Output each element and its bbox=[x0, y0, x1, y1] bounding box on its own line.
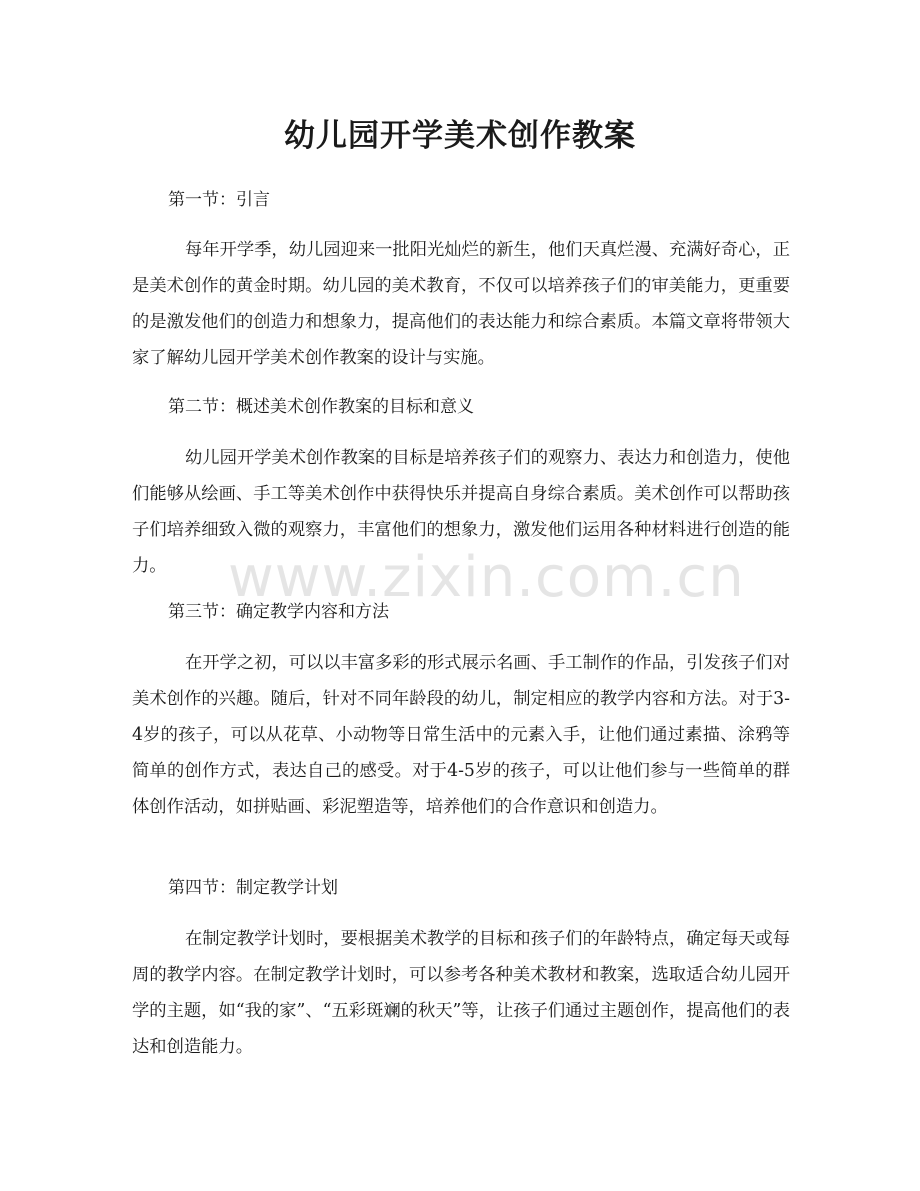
section-2-paragraph: 幼儿园开学美术创作教案的目标是培养孩子们的观察力、表达力和创造力，使他们能够从绘画、手工等美术创作中获得快乐并提高自身综合素质。美术创作可以帮助孩子们培养细致入微的观察力，丰富他们的想象力，激发他们运用各种材料进行创造的能力。 bbox=[132, 448, 790, 576]
watermark-text: www.zixin.com.cn bbox=[228, 545, 745, 610]
section-3-heading: 第三节：确定教学内容和方法 bbox=[168, 602, 389, 622]
section-3-paragraph: 在开学之初，可以以丰富多彩的形式展示名画、手工制作的作品，引发孩子们对美术创作的兴趣。随后，针对不同年龄段的幼儿，制定相应的教学内容和方法。对于3-4岁的孩子，可以从花草、小动物等日常生活中的元素入手，让他们通过素描、涂鸦等简单的创作方式，表达自己的感受。对于4-5岁的孩子，可以让他们参与一些简单的群体创作活动，如拼贴画、彩泥塑造等，培养他们的合作意识和创造力。 bbox=[132, 653, 790, 817]
section-4-paragraph: 在制定教学计划时，要根据美术教学的目标和孩子们的年龄特点，确定每天或每周的教学内容。在制定教学计划时，可以参考各种美术教材和教案，选取适合幼儿园开学的主题，如“我的家”、“五彩斑斓的秋天”等，让孩子们通过主题创作，提高他们的表达和创造能力。 bbox=[132, 929, 790, 1057]
document-title: 幼儿园开学美术创作教案 bbox=[284, 118, 636, 154]
section-4-heading: 第四节：制定教学计划 bbox=[168, 878, 338, 898]
section-1-heading: 第一节：引言 bbox=[168, 190, 270, 210]
section-2-heading: 第二节：概述美术创作教案的目标和意义 bbox=[168, 397, 474, 417]
section-1-paragraph: 每年开学季，幼儿园迎来一批阳光灿烂的新生，他们天真烂漫、充满好奇心，正是美术创作的黄金时期。幼儿园的美术教育，不仅可以培养孩子们的审美能力，更重要的是激发他们的创造力和想象力，提高他们的表达能力和综合素质。本篇文章将带领大家了解幼儿园开学美术创作教案的设计与实施。 bbox=[132, 240, 790, 368]
